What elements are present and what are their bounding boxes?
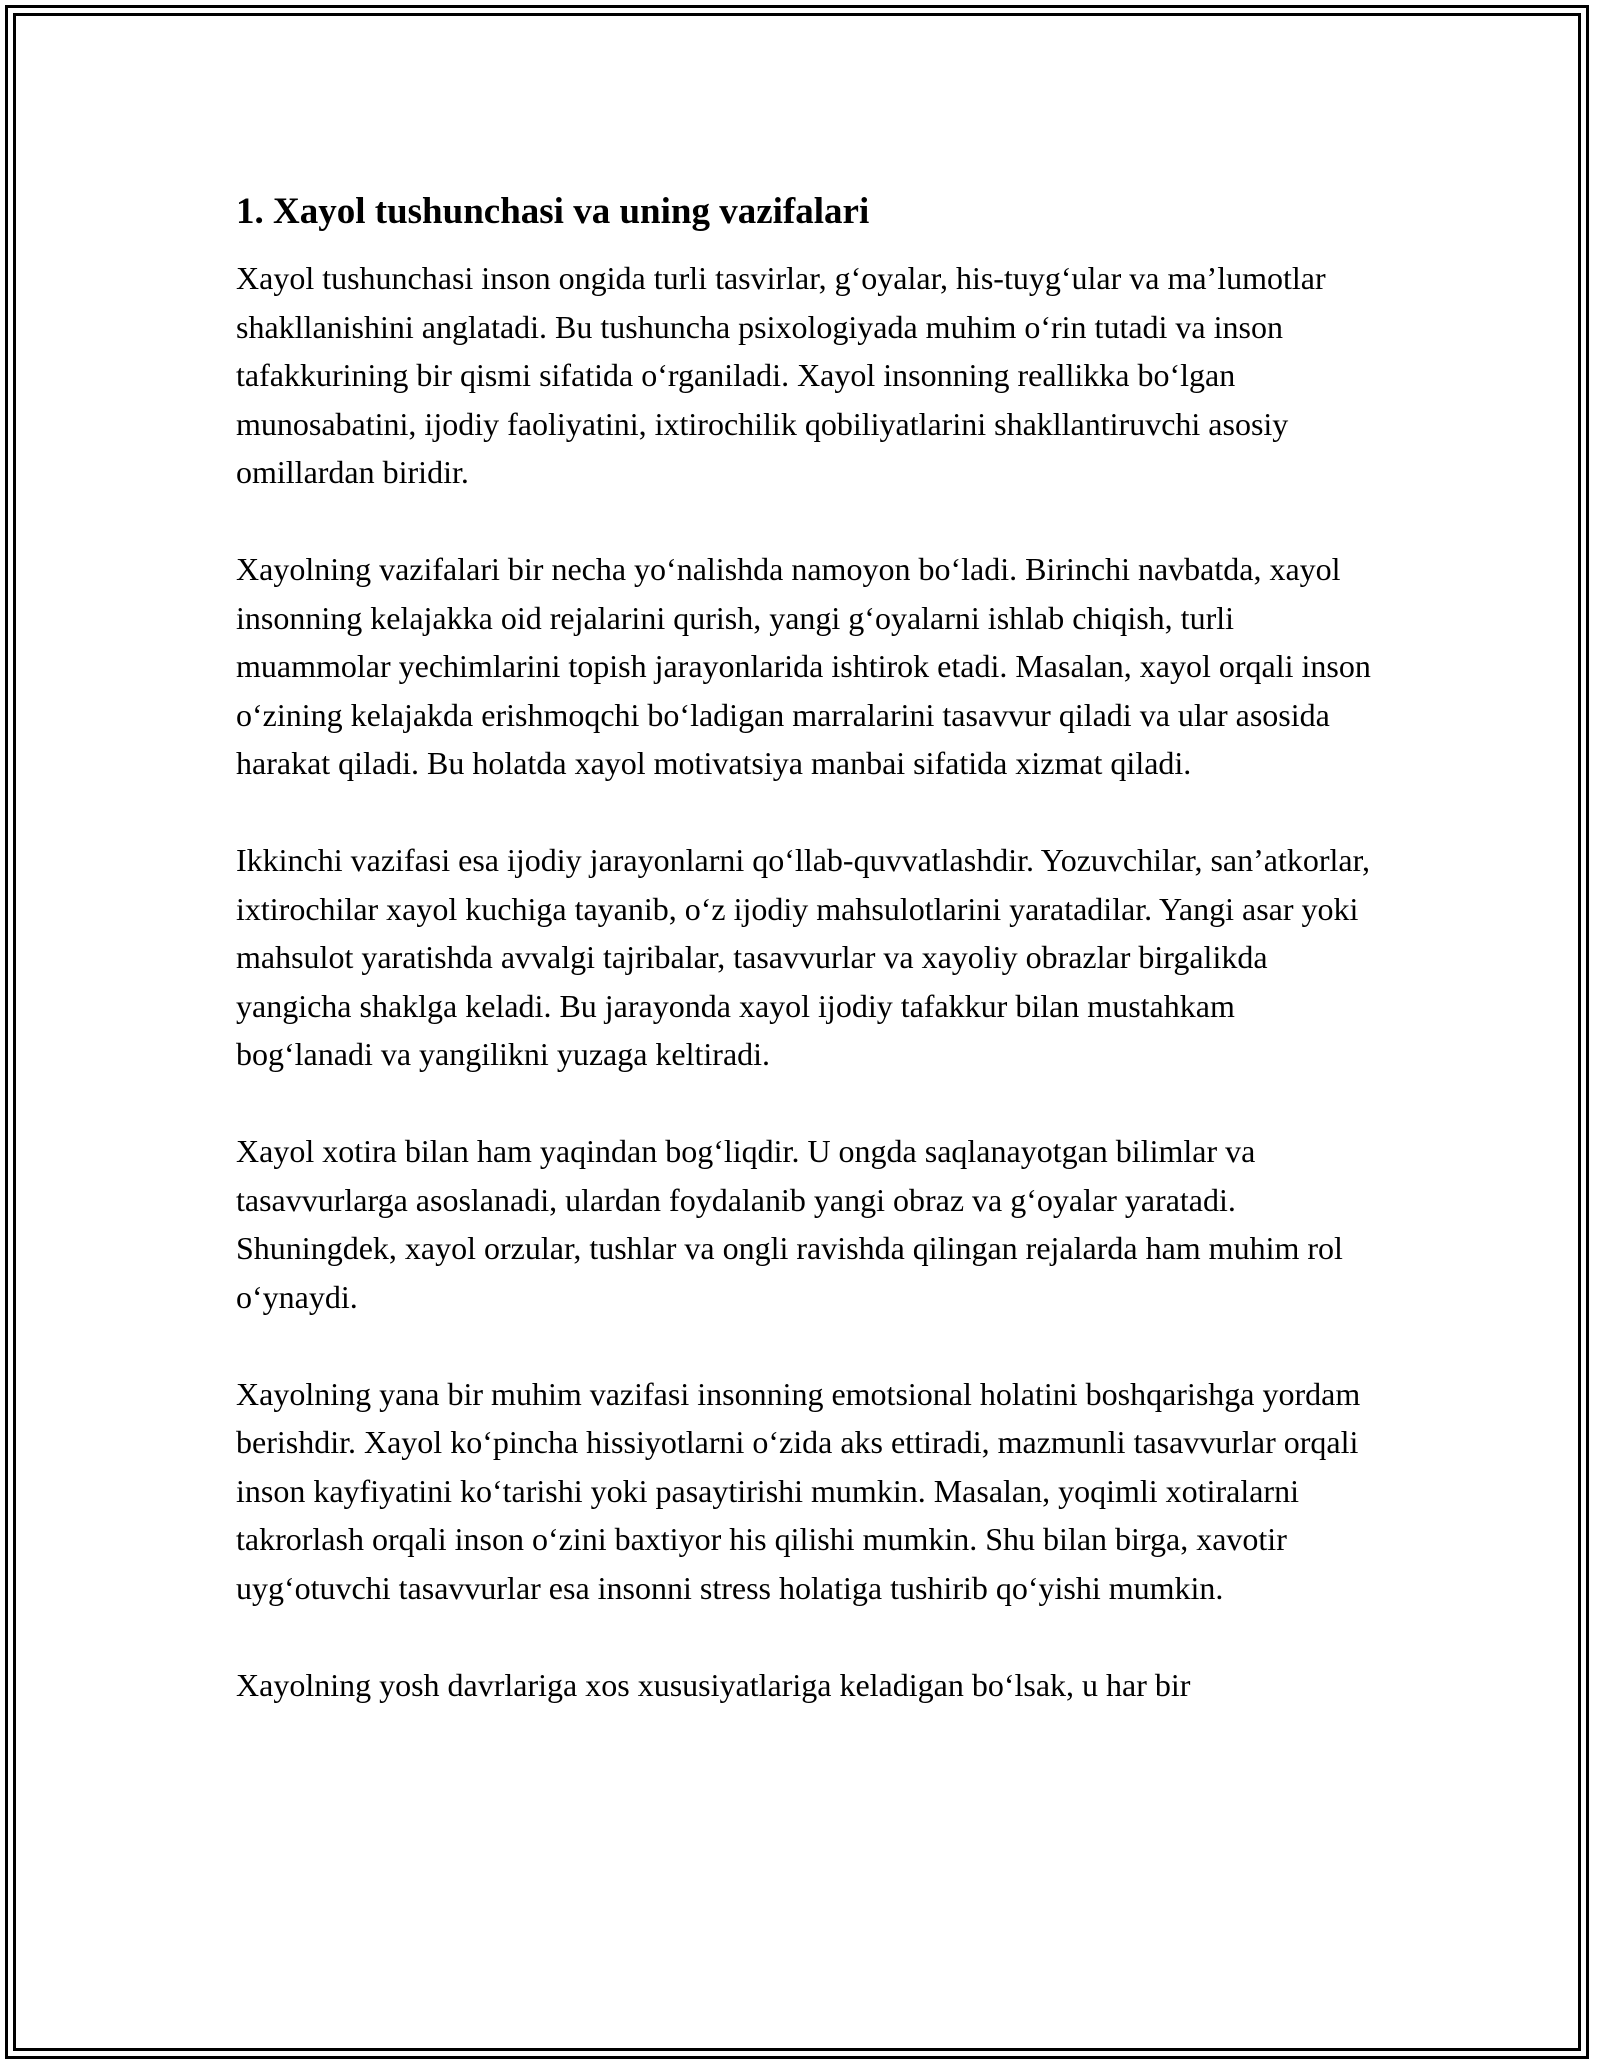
paragraph-emotional-function: Xayolning yana bir muhim vazifasi insonning emotsional holatini boshqarishga yordam berishdir. Xayol ko‘pincha hissiyotlarni o‘zida aks ettiradi, mazmunli tasavvurlar orqali inson kayfiyatini ko‘tarishi yoki pasaytirishi mumkin. Masalan, yoqimli xotiralarni takrorlash orqali inson o‘zini baxtiyor his qilishi mumkin. Shu bilan birga, xavotir uyg‘otuvchi tasavvurlar esa insonni stress holatiga tushirib qo‘yishi mumkin. [236,1375,1361,1606]
document-body [236,188,1376,1758]
paragraph-functions: Xayolning vazifalari bir necha yo‘nalishda namoyon bo‘ladi. Birinchi navbatda, xayol insonning kelajakka oid rejalarini qurish, yangi g‘oyalarni ishlab chiqish, turli muammolar yechimlarini topish jarayonlarida ishtirok etadi. Masalan, xayol orqali inson o‘zining kelajakda erishmoqchi bo‘ladigan marralarini tasavvur qiladi va ular asosida harakat qiladi. Bu holatda xayol motivatsiya manbai sifatida xizmat qiladi. [236,551,1371,781]
section-heading: 1. Xayol tushunchasi va uning vazifalari [236,191,870,232]
paragraph-definition: Xayol tushunchasi inson ongida turli tasvirlar, g‘oyalar, his-tuyg‘ular va ma’lumotlar shakllanishini anglatadi. Bu tushuncha psixologiyada muhim o‘rin tutadi va inson tafakkurining bir qismi sifatida o‘rganiladi. Xayol insonning reallikka bo‘lgan munosabatini, ijodiy faoliyatini, ixtirochilik qobiliyatlarini shakllantiruvchi asosiy omillardan biridir. [236,260,1326,490]
paragraph-age-features: Xayolning yosh davrlariga xos xususiyatlariga keladigan bo‘lsak, u har bir [236,1666,1191,1703]
paragraph-memory: Xayol xotira bilan ham yaqindan bog‘liqdir. U ongda saqlanayotgan bilimlar va tasavvurlarga asoslanadi, ulardan foydalanib yangi obraz va g‘oyalar yaratadi. Shuningdek, xayol orzular, tushlar va ongli ravishda qilingan rejalarda ham muhim rol o‘ynaydi. [236,1133,1343,1315]
paragraph-creative-function: Ikkinchi vazifasi esa ijodiy jarayonlarni qo‘llab-quvvatlashdir. Yozuvchilar, san’atkorlar, ixtirochilar xayol kuchiga tayanib, o‘z ijodiy mahsulotlarini yaratadilar. Yangi asar yoki mahsulot yaratishda avvalgi tajribalar, tasavvurlar va xayoliy obrazlar birgalikda yangicha shaklga keladi. Bu jarayonda xayol ijodiy tafakkur bilan mustahkam bog‘lanadi va yangilikni yuzaga keltiradi. [236,842,1370,1072]
